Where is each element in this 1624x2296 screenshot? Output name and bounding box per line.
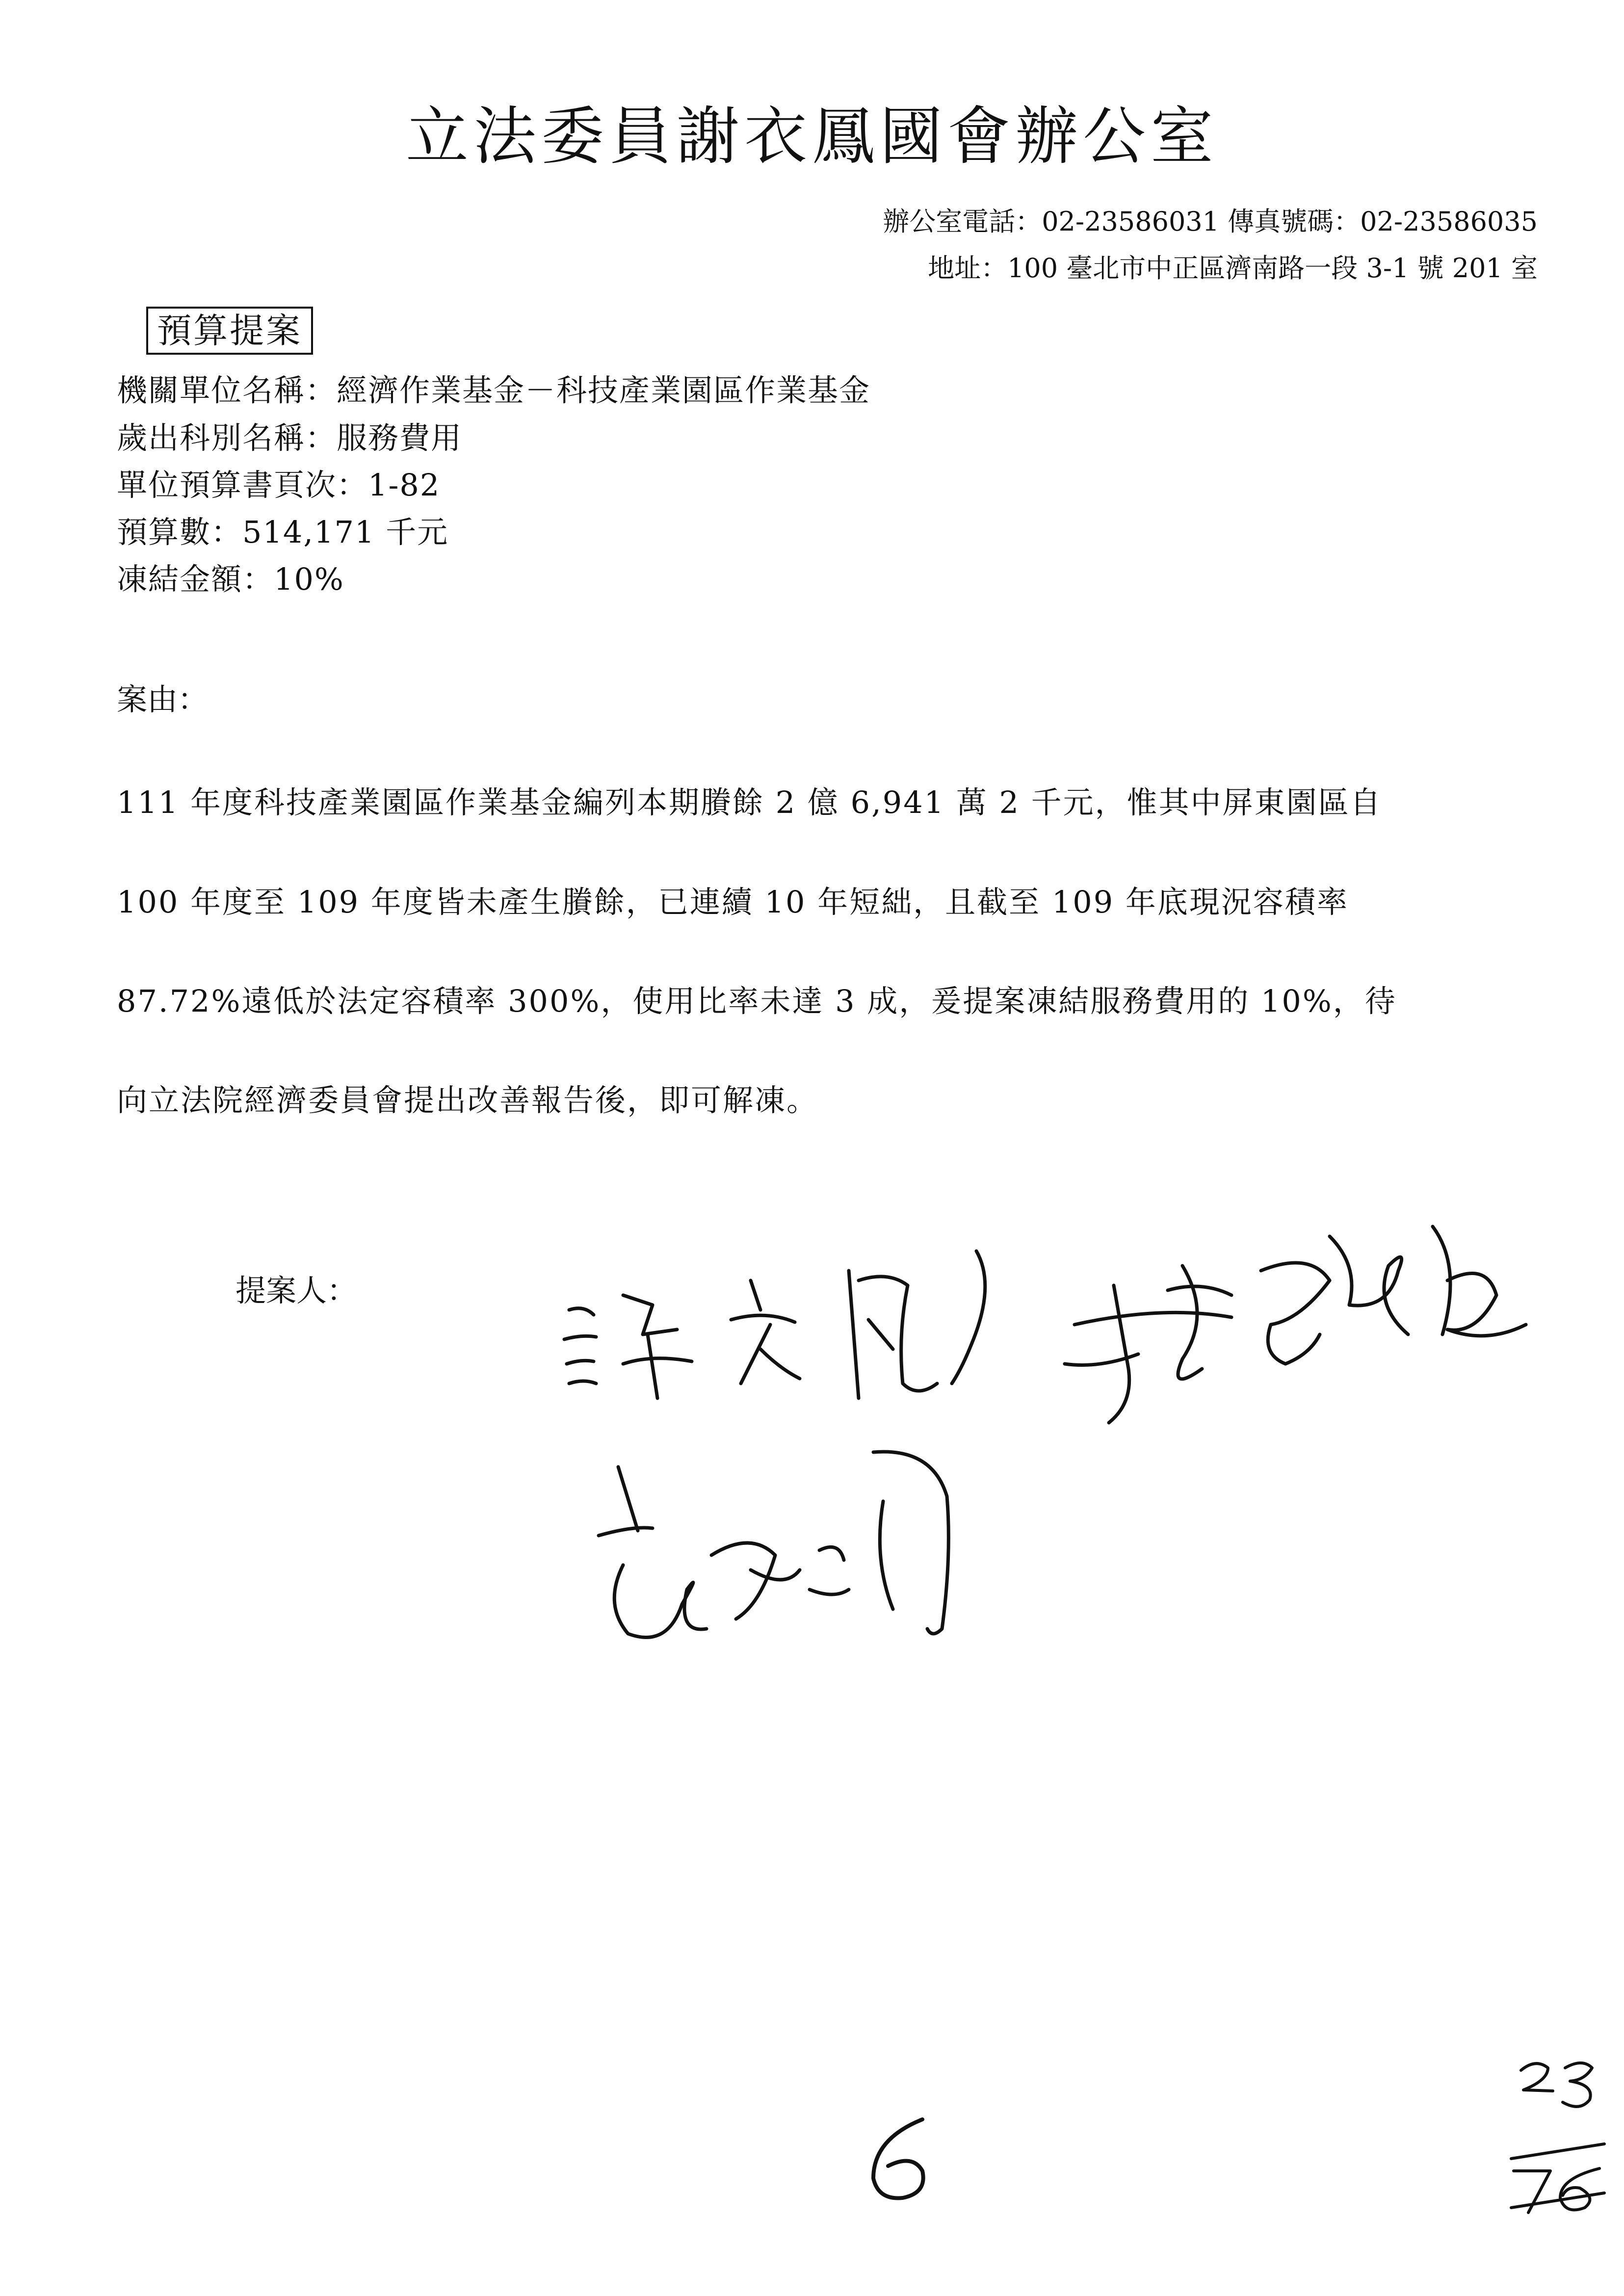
agency-line: 機關單位名稱：經濟作業基金－科技產業園區作業基金 (117, 372, 871, 408)
contact-phone: 辦公室電話：02-23586031 傳真號碼：02-23586035 (883, 206, 1538, 237)
page-title: 立法委員謝衣鳳國會辦公室 (405, 100, 1218, 173)
signature-2 (1055, 1207, 1545, 1442)
reason-line: 向立法院經濟委員會提出改善報告後，即可解凍。 (117, 1082, 819, 1118)
page-number-handwritten (854, 2110, 952, 2208)
reason-line: 100 年度至 109 年度皆未產生賸餘，已連續 10 年短絀，且截至 109 年底現況容積率 (117, 884, 1349, 920)
frozen-amount-line: 凍結金額：10% (117, 561, 344, 597)
signature-3 (589, 1442, 962, 1668)
proposal-type-tag: 預算提案 (146, 307, 313, 355)
reason-line: 111 年度科技產業園區作業基金編列本期賸餘 2 億 6,941 萬 2 千元，惟其中屏東園區自 (117, 784, 1382, 820)
proposer-label: 提案人： (236, 1273, 358, 1308)
budget-amount-line: 預算數：514,171 千元 (117, 514, 449, 550)
reason-line: 87.72%遠低於法定容積率 300%，使用比率未達 3 成，爰提案凍結服務費用的 10%，待 (117, 983, 1397, 1019)
page-fraction-handwritten (1501, 2046, 1614, 2232)
contact-address: 地址：100 臺北市中正區濟南路一段 3-1 號 201 室 (928, 253, 1538, 284)
reason-label: 案由： (117, 681, 209, 717)
expenditure-item-line: 歲出科別名稱：服務費用 (117, 420, 463, 456)
budget-page-line: 單位預算書頁次：1-82 (117, 467, 441, 503)
signature-1 (554, 1236, 1025, 1423)
